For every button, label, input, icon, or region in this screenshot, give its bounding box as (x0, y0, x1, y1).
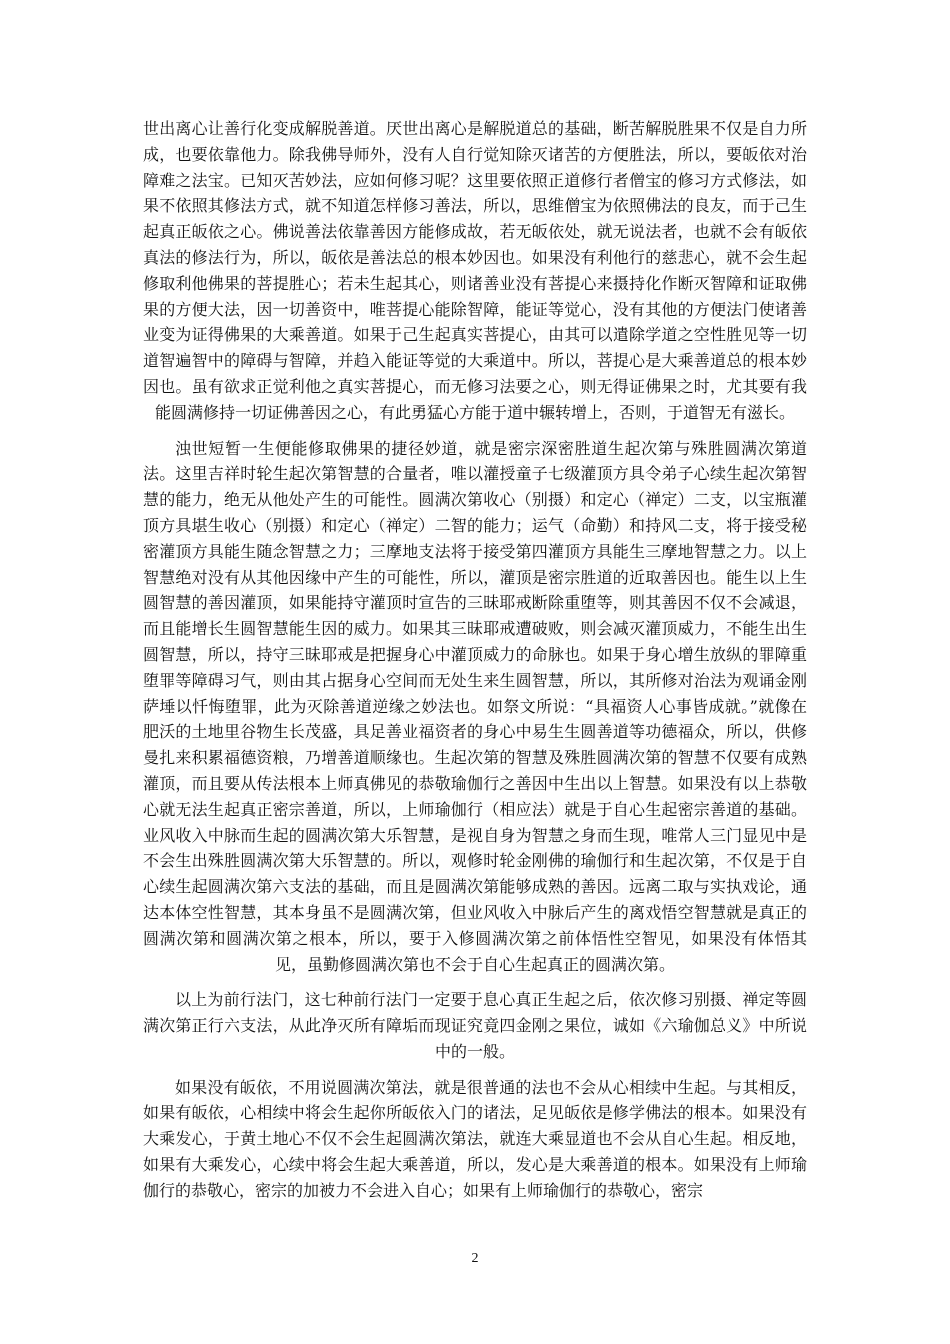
paragraph-refuge-root: 如果没有皈依，不用说圆满次第法，就是很普通的法也不会从心相续中生起。与其相反，如果有皈依，心相续中将会生起你所皈依入门的诸法，足见皈依是修学佛法的根本。如果没有大乘发心，于黄土地心不仅不会生起圆满次第法，就连大乘显道也不会从自心生起。相反地，如果有大乘发心，心续中将会生起大乘善道，所以，发心是大乘善道的根本。如果没有上师瑜伽行的恭敬心，密宗的加被力不会进入自心；如果有上师瑜伽行的恭敬心，密宗 (143, 1077, 807, 1200)
paragraph-refuge-bodhicitta: 世出离心让善行化变成解脱善道。厌世出离心是解脱道总的基础，断苦解脱胜果不仅是自力所成，也要依靠他力。除我佛导师外，没有人自行觉知除灭诸苦的方便胜法，所以，要皈依对治障难之法宝。已知灭苦妙法，应如何修习呢？这里要依照正道修行者僧宝的修习方式修法，如果不依照其修法方式，就不知道怎样修习善法，所以，思维僧宝为依照佛法的良友，而于己生起真正皈依之心。佛说善法依靠善因方能修成故，若无皈依处，就无说法者，也就不会有皈依真法的修法行为，所以，皈依是善法总的根本妙因也。如果没有利他行的慈悲心，就不会生起修取利他佛果的菩提胜心；若未生起其心，则诸善业没有菩提心来摄持化作断灭智障和证取佛果的方便大法，因一切善资中，唯菩提心能除智障，能证等觉心，没有其他的方便法门使诸善业变为证得佛果的大乘善道。如果于己生起真实菩提心，由其可以遣除学道之空性胜见等一切道智遍智中的障碍与智障，并趋入能证等觉的大乘道中。所以，菩提心是大乘善道总的根本妙因也。虽有欲求正觉利他之真实菩提心，而无修习法要之心，则无得证佛果之时，尤其要有我能圆满修持一切证佛善因之心，有此勇猛心方能于道中辗转增上，否则，于道智无有滋长。 (143, 119, 807, 422)
paragraph-preliminaries-summary: 以上为前行法门，这七种前行法门一定要于息心真正生起之后，依次修习别摄、禅定等圆满次第正行六支法，从此净灭所有障垢而现证究竟四金刚之果位，诚如《六瑜伽总义》中所说中的一般。 (143, 990, 807, 1061)
paragraph-tantra-path: 浊世短暂一生便能修取佛果的捷径妙道，就是密宗深密胜道生起次第与殊胜圆满次第道法。这里吉祥时轮生起次第智慧的合量者，唯以灌授童子七级灌顶方具令弟子心续生起次第智慧的能力，绝无从他处产生的可能性。圆满次第收心（别摄）和定心（禅定）二支，以宝瓶灌顶方具堪生收心（别摄）和定心（禅定）二智的能力；运气（命勤）和持风二支，将于接受秘密灌顶方具能生随念智慧之力；三摩地支法将于接受第四灌顶方具能生三摩地智慧之力。以上智慧绝对没有从其他因缘中产生的可能性，所以，灌顶是密宗胜道的近取善因也。能生以上生圆智慧的善因灌顶，如果能持守灌顶时宣告的三昧耶戒断除重堕等，则其善因不仅不会减退，而且能增长生圆智慧能生因的威力。如果其三昧耶戒遭破败，则会减灭灌顶威力，不能生出生圆智慧，所以，持守三昧耶戒是把握身心中灌顶威力的命脉也。如果于身心增生放纵的罪障重堕罪等障碍习气，则由其占据身心空间而无处生来生圆智慧，所以，其所修对治法为观诵金刚萨埵以忏悔堕罪，此为灭除善道逆缘之妙法也。如祭文所说：“具福资人心事皆成就。”就像在肥沃的土地里谷物生长茂盛，具足善业福资者的身心中易生生圆善道等功德福众，所以，供修曼扎来积累福德资粮，乃增善道顺缘也。生起次第的智慧及殊胜圆满次第的智慧不仅要有成熟灌顶，而且要从传法根本上师真佛见的恭敬瑜伽行之善因中生出以上智慧。如果没有以上恭敬心就无法生起真正密宗善道，所以，上师瑜伽行（相应法）就是于自心生起密宗善道的基础。业风收入中脉而生起的圆满次第大乐智慧，是视自身为智慧之身而生现，唯常人三门显见中是不会生出殊胜圆满次第大乐智慧的。所以，观修时轮金刚佛的瑜伽行和生起次第，不仅是于自心续生起圆满次第六支法的基础，而且是圆满次第能够成熟的善因。远离二取与实执戏论，通达本体空性智慧，其本身虽不是圆满次第，但业风收入中脉后产生的离戏悟空智慧就是真正的圆满次第和圆满次第之根本，所以，要于入修圆满次第之前体悟性空智见，如果没有体悟其见，虽勤修圆满次第也不会于自心生起真正的圆满次第。 (143, 438, 807, 974)
body-text (143, 116, 807, 1204)
page-number: 2 (471, 1251, 479, 1266)
